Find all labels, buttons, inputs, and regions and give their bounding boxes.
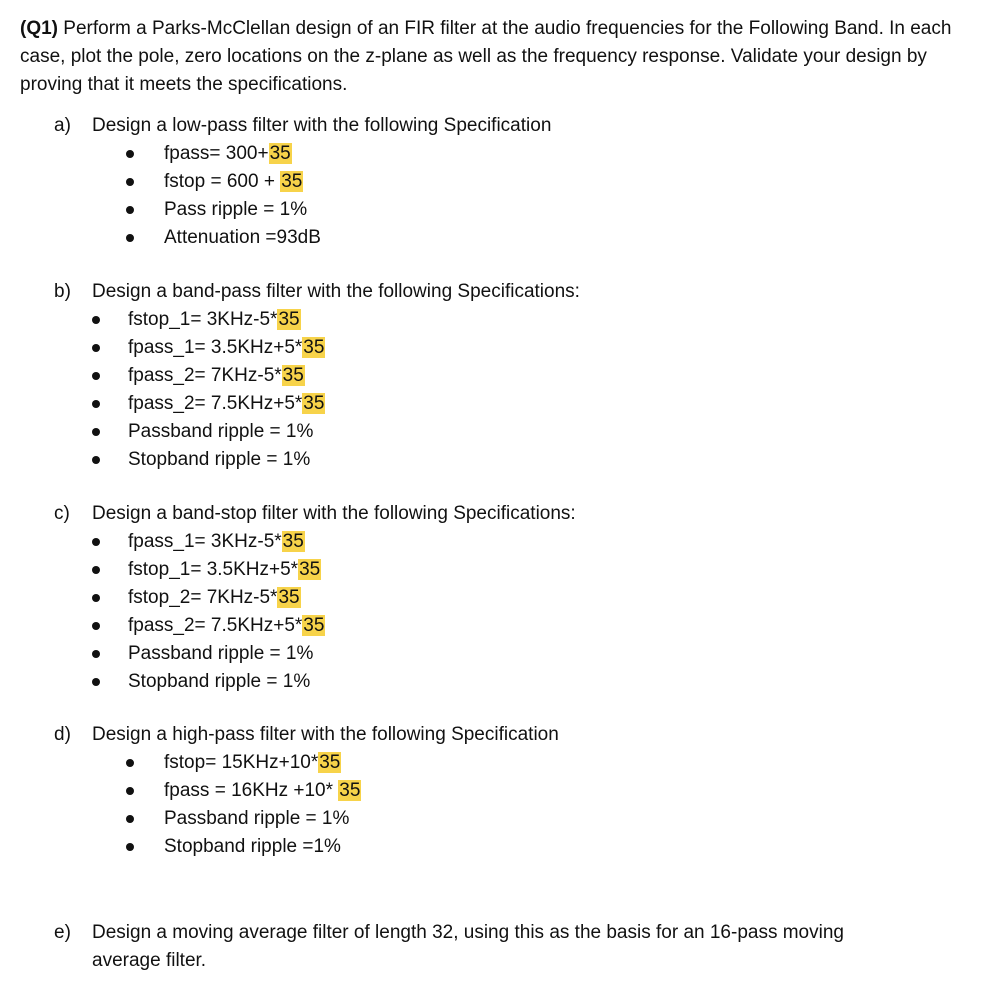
question-intro (20, 15, 965, 99)
bullet-icon (126, 759, 134, 767)
bullet-icon (126, 234, 134, 242)
spec-item (54, 584, 954, 612)
bullet-icon (92, 650, 100, 658)
spec-text: fstop = 600 + (164, 171, 281, 192)
part-e-letter: e) (54, 922, 71, 943)
spec-text: fpass = 16KHz +10* (164, 780, 339, 801)
part-c-heading (54, 500, 954, 528)
bullet-icon (126, 206, 134, 214)
question-text: Perform a Parks-McClellan design of an FIR filter at the audio frequencies for the Following Band. In each case, plot the pole, zero locations on the z-plane as well as the frequency response. Validate your design by proving that it meets the specifications. (20, 18, 952, 95)
spec-text: Pass ripple = 1% (164, 199, 308, 220)
part-c (54, 500, 954, 696)
bullet-icon (126, 178, 134, 186)
part-c-heading-text: Design a band-stop filter with the following Specifications: (92, 503, 576, 524)
bullet-icon (92, 400, 100, 408)
highlighted-value: 35 (282, 365, 304, 386)
bullet-icon (92, 678, 100, 686)
highlighted-value: 35 (299, 559, 321, 580)
part-b-letter: b) (54, 281, 71, 302)
spec-text: fpass_2= 7.5KHz+5* (128, 393, 303, 414)
bullet-icon (92, 372, 100, 380)
part-d-heading-text: Design a high-pass filter with the following Specification (92, 724, 559, 745)
part-e-line-2 (54, 947, 954, 975)
spec-item (54, 777, 954, 805)
part-a-heading (54, 112, 954, 140)
bullet-icon (92, 538, 100, 546)
highlighted-value: 35 (278, 587, 300, 608)
part-d-letter: d) (54, 724, 71, 745)
spec-text: Stopband ripple =1% (164, 836, 341, 857)
question-number: (Q1) (20, 18, 58, 39)
part-e (54, 919, 954, 975)
spec-item (54, 306, 954, 334)
spec-text: Passband ripple = 1% (164, 808, 350, 829)
part-b-heading (54, 278, 954, 306)
part-e-text-line-1: Design a moving average filter of length 32, using this as the basis for an 16-pass moving (92, 922, 844, 943)
spec-text: Passband ripple = 1% (128, 643, 314, 664)
highlighted-value: 35 (281, 171, 303, 192)
highlighted-value: 35 (303, 615, 325, 636)
part-d-heading (54, 721, 954, 749)
spec-item (54, 418, 954, 446)
highlighted-value: 35 (278, 309, 300, 330)
highlighted-value: 35 (319, 752, 341, 773)
part-d-spec-list (54, 749, 954, 861)
spec-item (54, 168, 954, 196)
spec-text: Stopband ripple = 1% (128, 671, 311, 692)
spec-text: Passband ripple = 1% (128, 421, 314, 442)
spec-text: fstop_2= 7KHz-5* (128, 587, 278, 608)
part-a-letter: a) (54, 115, 71, 136)
spec-item (54, 640, 954, 668)
part-a-heading-text: Design a low-pass filter with the following Specification (92, 115, 552, 136)
highlighted-value: 35 (269, 143, 291, 164)
highlighted-value: 35 (339, 780, 361, 801)
bullet-icon (92, 594, 100, 602)
bullet-icon (126, 787, 134, 795)
spec-item (54, 805, 954, 833)
spec-text: fpass_1= 3KHz-5* (128, 531, 282, 552)
spec-item (54, 833, 954, 861)
part-b-spec-list (54, 306, 954, 474)
spec-text: fpass_2= 7.5KHz+5* (128, 615, 303, 636)
bullet-icon (126, 150, 134, 158)
part-a (54, 112, 954, 252)
spec-item (54, 362, 954, 390)
spec-item (54, 196, 954, 224)
spec-item (54, 140, 954, 168)
part-b-heading-text: Design a band-pass filter with the following Specifications: (92, 281, 580, 302)
part-c-letter: c) (54, 503, 70, 524)
bullet-icon (126, 815, 134, 823)
bullet-icon (92, 456, 100, 464)
spec-item (54, 749, 954, 777)
spec-text: fstop_1= 3.5KHz+5* (128, 559, 299, 580)
bullet-icon (92, 566, 100, 574)
spec-item (54, 528, 954, 556)
spec-text: Attenuation =93dB (164, 227, 321, 248)
bullet-icon (126, 843, 134, 851)
spec-item (54, 334, 954, 362)
spec-item (54, 668, 954, 696)
bullet-icon (92, 316, 100, 324)
spec-text: fstop= 15KHz+10* (164, 752, 319, 773)
spec-item (54, 224, 954, 252)
spec-text: fstop_1= 3KHz-5* (128, 309, 278, 330)
spec-item (54, 390, 954, 418)
spec-item (54, 446, 954, 474)
spec-text: fpass= 300+ (164, 143, 269, 164)
part-e-line-1 (54, 919, 954, 947)
spec-item (54, 612, 954, 640)
highlighted-value: 35 (282, 531, 304, 552)
part-d (54, 721, 954, 861)
part-e-text-line-2: average filter. (92, 950, 207, 971)
spec-text: fpass_2= 7KHz-5* (128, 365, 282, 386)
part-a-spec-list (54, 140, 954, 252)
highlighted-value: 35 (303, 393, 325, 414)
spec-text: Stopband ripple = 1% (128, 449, 311, 470)
part-c-spec-list (54, 528, 954, 696)
bullet-icon (92, 428, 100, 436)
spec-text: fpass_1= 3.5KHz+5* (128, 337, 303, 358)
highlighted-value: 35 (303, 337, 325, 358)
part-b (54, 278, 954, 474)
bullet-icon (92, 344, 100, 352)
bullet-icon (92, 622, 100, 630)
spec-item (54, 556, 954, 584)
